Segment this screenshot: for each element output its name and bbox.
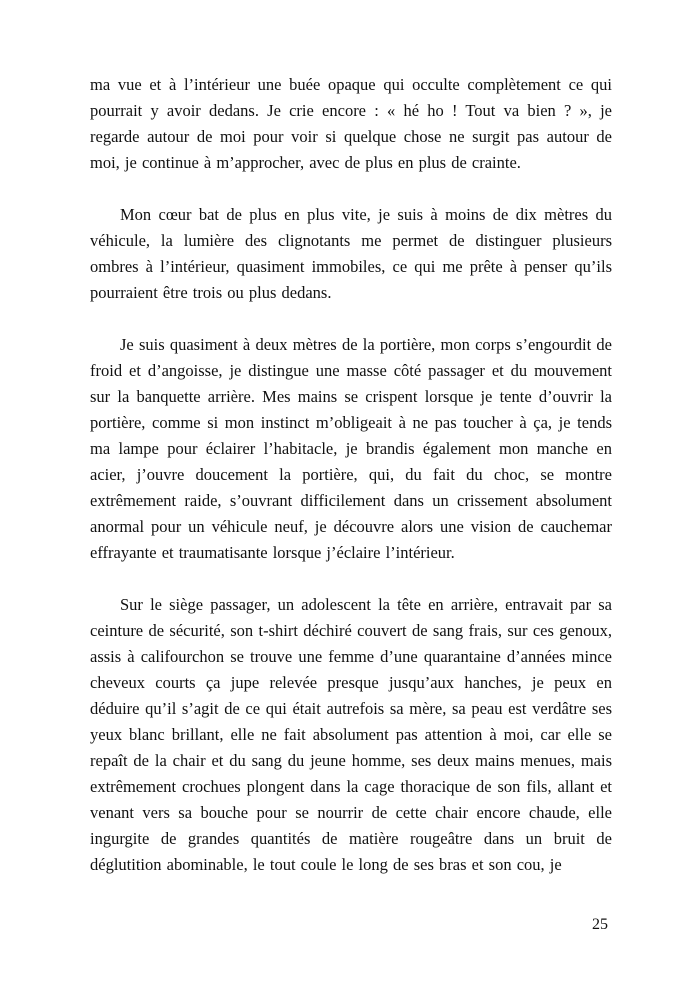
paragraph: Mon cœur bat de plus en plus vite, je suis à moins de dix mètres du véhicule, la lumière des clignotants me permet de distinguer plusieurs ombres à l’intérieur, quasiment immobiles, ce qui me prête à penser qu’ils pourraient être trois ou plus dedans.	[90, 205, 612, 302]
paragraph: Sur le siège passager, un adolescent la tête en arrière, entravait par sa ceinture de sécurité, son t-shirt déchiré couvert de sang frais, sur ces genoux, assis à califourchon se trouve une femme d’une quarantaine d’années mince cheveux courts ça jupe relevée presque jusqu’aux hanches, je peux en déduire qu’il s’agit de ce qui était autrefois sa mère, sa peau est verdâtre ses yeux blanc brillant, elle ne fait absolument pas attention à moi, car elle se repaît de la chair et du sang du jeune homme, ses deux mains menues, mais extrêmement crochues plongent dans la cage thoracique de son fils, allant et venant vers sa bouche pour se nourrir de cette chair encore chaude, elle ingurgite de grandes quantités de matière rougeâtre dans un bruit de déglutition abominable, le tout coule le long de ses bras et son cou, je	[90, 595, 612, 874]
paragraph: Je suis quasiment à deux mètres de la portière, mon corps s’engourdit de froid et d’angoisse, je distingue une masse côté passager et du mouvement sur la banquette arrière. Mes mains se crispent lorsque je tente d’ouvrir la portière, comme si mon instinct m’obligeait à ne pas toucher à ça, je tends ma lampe pour éclairer l’habitacle, je brandis également mon manche en acier, j’ouvre doucement la portière, qui, du fait du choc, se montre extrêmement raide, s’ouvrant difficilement dans un crissement absolument anormal pour un véhicule neuf, je découvre alors une vision de cauchemar effrayante et traumatisante lorsque j’éclaire l’intérieur.	[90, 335, 612, 562]
body-text	[90, 72, 612, 878]
page-number: 25	[592, 916, 608, 933]
paragraph: ma vue et à l’intérieur une buée opaque qui occulte complètement ce qui pourrait y avoir dedans. Je crie encore : « hé ho ! Tout va bien ? », je regarde autour de moi pour voir si quelque chose ne surgit pas autour de moi, je continue à m’approcher, avec de plus en plus de crainte.	[90, 75, 612, 172]
